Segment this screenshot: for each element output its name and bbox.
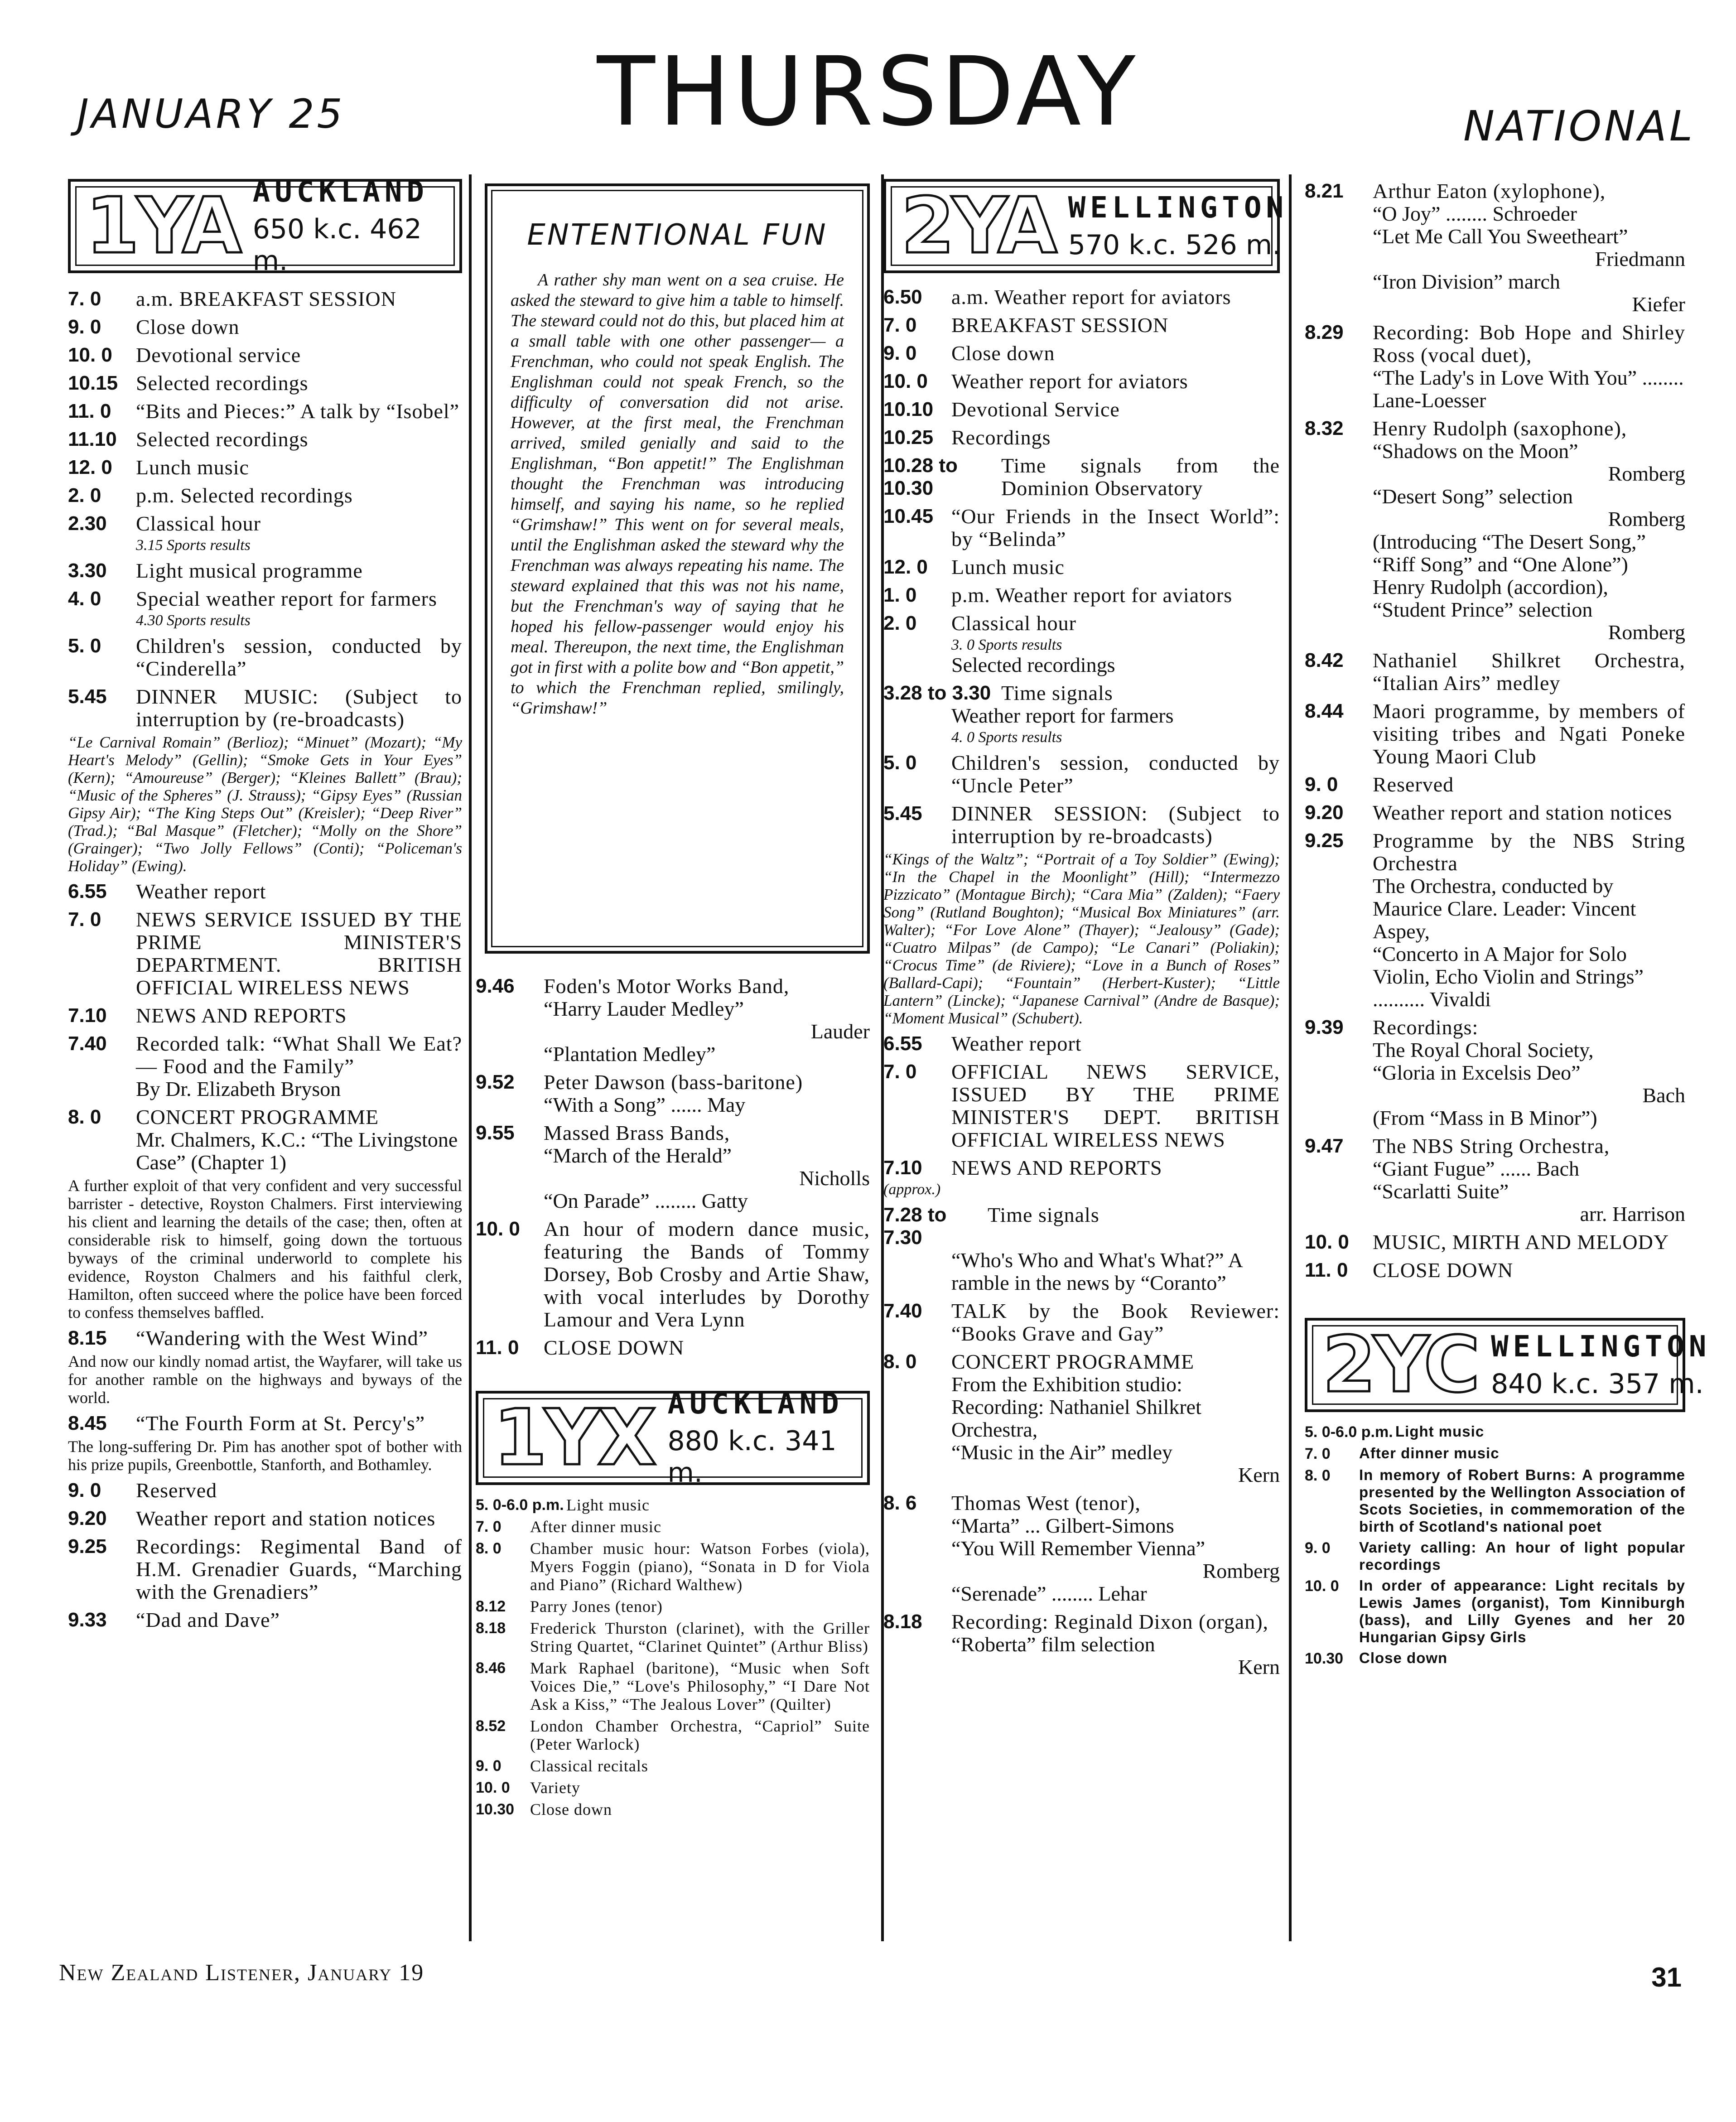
list-item: 2.30 Classical hour: [68, 512, 261, 535]
station-1yx-list: [476, 1496, 870, 1818]
list-item: 8.18 Recording: Reginald Dixon (organ),: [883, 1610, 1269, 1633]
station-2ya-continued: [1305, 174, 1711, 1668]
list-item: 5. 0-6.0 p.m. Light music: [1305, 1423, 1485, 1441]
entry-detail: Bach: [1642, 1084, 1685, 1107]
list-item: 9.20 Weather report and station notices: [68, 1507, 436, 1530]
station-frequency: 570 k.c. 526 m.: [1068, 229, 1281, 261]
entry-detail: “You Will Remember Vienna”: [951, 1537, 1206, 1560]
list-item: 7.10 NEWS AND REPORTS: [68, 1004, 347, 1027]
list-item: 1. 0 p.m. Weather report for aviators: [883, 584, 1233, 607]
entry-detail: “March of the Herald”: [544, 1144, 732, 1167]
day-title: THURSDAY: [597, 36, 1139, 147]
entry-detail: “Music in the Air” medley: [951, 1441, 1172, 1464]
list-item: 9. 0 Classical recitals: [476, 1757, 648, 1775]
list-item: 8. 0 Chamber music hour: Watson Forbes (viola), Myers Foggin (piano), “Sonata in D for Viola and Piano” (Richard Walthew): [476, 1539, 870, 1594]
entry-detail: Kiefer: [1632, 293, 1685, 316]
programme-note: “Kings of the Waltz”; “Portrait of a Toy Soldier” (Ewing); “In the Chapel in the Moonlight” (Hill); “Intermezzo Pizzicato” (Montague Birch); “Cara Mia” (Zalden); “Faery Song” (Rutland Boughton); “Musical Box Miniatures” (arr. Walter); “For Love Alone” (Thayer); “Jealousy” (Gade); “Cuatro Milpas” (de Campo); “Le Canari” (Poliakin); “Crocus Time” (de Riviere); “Love in a Bunch of Roses” (Ballard-Capi); “Fountain” (Herbert-Kuster); “Little Lantern” (Lincke); “Japanese Carnival” (Andre de Basque); “Moment Musical” (Schubert).: [883, 850, 1280, 1027]
list-item: 7. 0 OFFICIAL NEWS SERVICE, ISSUED BY THE PRIME MINISTER'S DEPT. BRITISH OFFICIAL WIRELESS NEWS: [883, 1060, 1280, 1151]
list-item: 9.46 Foden's Motor Works Band,: [476, 974, 790, 998]
programme-note: “Le Carnival Romain” (Berlioz); “Minuet” (Mozart); “My Heart's Melody” (Gellin); “Smoke Gets in Your Eyes” (Kern); “Amoureuse” (Berger); “Kleines Ballett” (Brau); “Music of the Spheres” (J. Strauss); “Gipsy Eyes” (Russian Gipsy Air); “The King Steps Out” (Kreisler); “Deep River” (Trad.); “Bal Masque” (Fletcher); “Molly on the Shore” (Grainger); “Two Jolly Fellows” (Conti); “Policeman's Holiday” (Ewing).: [68, 733, 462, 875]
list-item: 8. 0 In memory of Robert Burns: A programme presented by the Wellington Association of Scots Societies, in commemoration of the birth of Scotland's national poet: [1305, 1466, 1685, 1535]
list-item: 10.45 “Our Friends in the Insect World”: by “Belinda”: [883, 505, 1280, 550]
entry-detail: “Shadows on the Moon”: [1373, 439, 1578, 463]
list-item: 2. 0 Classical hour: [883, 612, 1076, 635]
list-item: 9. 0 Close down: [68, 315, 240, 338]
list-item: 8.29 Recording: Bob Hope and Shirley Ross (vocal duet),: [1305, 321, 1685, 367]
station-frequency: 840 k.c. 357 m.: [1491, 1368, 1704, 1400]
entry-detail: “Giant Fugue” ...... Bach: [1373, 1157, 1580, 1180]
list-item: 9.39 Recordings:: [1305, 1016, 1479, 1039]
entry-detail: “Plantation Medley”: [544, 1042, 716, 1066]
list-item: 8.32 Henry Rudolph (saxophone),: [1305, 417, 1627, 440]
page-number: 31: [1651, 1962, 1682, 1992]
sub-note: 4.30 Sports results: [136, 612, 251, 629]
column-rule: [469, 174, 472, 1941]
entry-detail: Lauder: [810, 1020, 870, 1043]
entry-detail: “O Joy” ........ Schroeder: [1373, 202, 1577, 225]
list-item: 7.40 TALK by the Book Reviewer: “Books Grave and Gay”: [883, 1299, 1280, 1345]
list-item: 9.33 “Dad and Dave”: [68, 1608, 280, 1631]
station-logo: [1305, 1318, 1711, 1412]
list-item: 10. 0 Devotional service: [68, 343, 301, 367]
list-item: 8.15 “Wandering with the West Wind”: [68, 1326, 429, 1350]
list-item: 10.10 Devotional Service: [883, 398, 1120, 421]
station-city: WELLINGTON: [1068, 191, 1288, 225]
list-item: 5.45 DINNER MUSIC: (Subject to interruption by (re-broadcasts): [68, 685, 462, 731]
sub-note: 4. 0 Sports results: [951, 729, 1062, 746]
list-item: 10. 0 An hour of modern dance music, featuring the Bands of Tommy Dorsey, Bob Crosby and Artie Shaw, with vocal interludes by Dorothy Lamour and Vera Lynn: [476, 1217, 870, 1331]
list-item: 4. 0 Special weather report for farmers: [68, 587, 437, 610]
footer-publication: New Zealand Listener, January 19: [59, 1960, 424, 1986]
list-item: 7.40 Recorded talk: “What Shall We Eat? — Food and the Family”: [68, 1032, 462, 1078]
list-item: 9. 0 Reserved: [1305, 773, 1454, 796]
list-item: 10. 0 Variety: [476, 1779, 580, 1797]
programme-note: The long-suffering Dr. Pim has another spot of bother with his prize pupils, Greenbottle, Stanforth, and Bothamley.: [68, 1437, 462, 1474]
list-item: 6.55 Weather report: [68, 880, 266, 903]
entry-detail: The Royal Choral Society,: [1373, 1038, 1594, 1061]
sub-note: 3.15 Sports results: [136, 537, 251, 554]
network-heading: NATIONAL: [1463, 102, 1695, 150]
entry-detail: Kern: [1238, 1655, 1280, 1678]
list-item: 8.12 Parry Jones (tenor): [476, 1597, 663, 1616]
entry-detail: (Introducing “The Desert Song,” “Riff Song” and “One Alone”): [1373, 530, 1646, 576]
list-item: 8.18 Frederick Thurston (clarinet), with the Griller String Quartet, “Clarinet Quintet” (Arthur Bliss): [476, 1619, 870, 1655]
entry-detail: “Iron Division” march: [1373, 270, 1560, 293]
list-item: 9.20 Weather report and station notices: [1305, 801, 1673, 824]
entry-detail: “Gloria in Excelsis Deo”: [1373, 1061, 1581, 1084]
list-item: 10.25 Recordings: [883, 426, 1051, 449]
feature-text: A rather shy man went on a sea cruise. He asked the steward to give him a table to himself. The steward could not do this, but placed him at a small table with one other passenger— a Frenchman, who could not speak English. The Englishman could not speak French, so the difficulty of conversation did not arise. However, at the first meal, the Frenchman arrived, smiled genially and said to the Englishman, “Bon appetit!” The Englishman thought the Frenchman was introducing himself, and saying his name, so he replied “Grimshaw!” This went on for several meals, until the Englishman asked the steward why the Frenchman was always repeating his name. The steward explained that this was not his name, but the Frenchman's way of saying that he hoped his fellow-passenger would enjoy his meal. Thereupon, the next time, the Englishman got in first with a polite bow and “Bon appetit,” to which the Frenchman replied, smilingly, “Grimshaw!”: [511, 270, 844, 718]
entry-detail: arr. Harrison: [1580, 1202, 1685, 1225]
station-2yc-list: [1305, 1423, 1685, 1668]
list-item: 11. 0 “Bits and Pieces:” A talk by “Isobel”: [68, 400, 460, 423]
entry-detail: “Student Prince” selection: [1373, 598, 1593, 621]
entry-detail: Nicholls: [799, 1167, 870, 1190]
list-item: 10. 0 In order of appearance: Light recitals by Lewis James (organist), Tom Kinniburgh (bass), and Lilly Gyenes and her 20 Hungarian Gipsy Girls: [1305, 1577, 1685, 1645]
entry-detail: “Concerto in A Major for Solo Violin, Echo Violin and Strings” .......... Vivaldi: [1373, 942, 1644, 1011]
list-item: 3.30 Light musical programme: [68, 559, 363, 582]
entry-detail: Selected recordings: [951, 653, 1115, 676]
entry-detail: “Who's Who and What's What?” A ramble in the news by “Coranto”: [951, 1249, 1242, 1294]
list-item: 8.42 Nathaniel Shilkret Orchestra, “Italian Airs” medley: [1305, 649, 1685, 694]
entry-detail: Weather report for farmers: [951, 704, 1174, 727]
date-heading: JANUARY 25: [77, 91, 345, 137]
entry-detail: “With a Song” ...... May: [544, 1093, 746, 1116]
entry-detail: Romberg: [1608, 462, 1685, 485]
list-item: 6.50 a.m. Weather report for aviators: [883, 285, 1231, 309]
station-city: AUCKLAND: [667, 1387, 844, 1421]
column-rule: [1289, 174, 1292, 1941]
list-item: 7. 0 After dinner music: [476, 1518, 661, 1536]
list-item: 10.30 Close down: [1305, 1649, 1448, 1667]
entry-detail: Kern: [1238, 1463, 1280, 1486]
list-item: 9. 0 Reserved: [68, 1479, 217, 1502]
entry-detail: “Harry Lauder Medley”: [544, 997, 744, 1020]
programme-note: And now our kindly nomad artist, the Wayfarer, will take us for another ramble on the highways and byways of the world.: [68, 1352, 462, 1407]
list-item: 7.28 to 7.30 Time signals: [883, 1203, 1099, 1249]
entry-detail: “On Parade” ........ Gatty: [544, 1189, 748, 1212]
list-item: 9.25 Recordings: Regimental Band of H.M. Grenadier Guards, “Marching with the Grenadiers”: [68, 1535, 462, 1603]
list-item: 5.45 DINNER SESSION: (Subject to interruption by re-broadcasts): [883, 802, 1280, 848]
list-item: 9.52 Peter Dawson (bass-baritone): [476, 1071, 803, 1094]
list-item: 7. 0 BREAKFAST SESSION: [883, 313, 1169, 337]
entry-detail: “Scarlatti Suite”: [1373, 1180, 1509, 1203]
list-item: 8.44 Maori programme, by members of visiting tribes and Ngati Poneke Young Maori Club: [1305, 699, 1685, 768]
entry-detail: Romberg: [1608, 507, 1685, 530]
station-callsign: 2YC: [1322, 1320, 1478, 1410]
station-callsign: 1YX: [493, 1393, 654, 1483]
list-item: 12. 0 Lunch music: [883, 555, 1065, 579]
list-item: 9.47 The NBS String Orchestra,: [1305, 1134, 1610, 1157]
entry-detail: Friedmann: [1595, 247, 1685, 270]
list-item: 11. 0 CLOSE DOWN: [1305, 1259, 1514, 1282]
list-item: 10.28 to 10.30 Time signals from the Dominion Observatory: [883, 454, 1280, 500]
entry-detail: “Let Me Call You Sweetheart”: [1373, 225, 1628, 248]
station-1ya-continued: [476, 969, 870, 1818]
entry-detail: “Roberta” film selection: [951, 1633, 1155, 1656]
station-callsign: 2YA: [901, 181, 1055, 271]
feature-title: ENTENTIONAL FUN: [527, 218, 828, 252]
list-item: 8.46 Mark Raphael (baritone), “Music when Soft Voices Die,” “Love's Philosophy,” “I Dare Not Ask a Kiss,” “The Jealous Lover” (Quilter): [476, 1659, 870, 1713]
list-item: 10. 0 Weather report for aviators: [883, 370, 1188, 393]
list-item: 8. 0 CONCERT PROGRAMME: [883, 1350, 1195, 1373]
list-item: 12. 0 Lunch music: [68, 456, 249, 479]
sub-note: 3. 0 Sports results: [951, 637, 1062, 653]
list-item: 8.52 London Chamber Orchestra, “Capriol” Suite (Peter Warlock): [476, 1717, 870, 1753]
list-item: 7. 0 NEWS SERVICE ISSUED BY THE PRIME MINISTER'S DEPARTMENT. BRITISH OFFICIAL WIRELESS NEWS: [68, 908, 462, 999]
station-logo: [883, 179, 1288, 273]
list-item: 11. 0 CLOSE DOWN: [476, 1336, 685, 1359]
list-item: 11.10 Selected recordings: [68, 428, 309, 451]
list-item: 9. 0 Variety calling: An hour of light popular recordings: [1305, 1539, 1685, 1573]
list-item: 5. 0 Children's session, conducted by “Uncle Peter”: [883, 751, 1280, 797]
entry-detail: The Orchestra, conducted by Maurice Clare. Leader: Vincent Aspey,: [1373, 874, 1636, 943]
list-item: 7. 0 a.m. BREAKFAST SESSION: [68, 287, 396, 310]
entry-detail: Romberg: [1608, 621, 1685, 644]
entry-detail: “Serenade” ........ Lehar: [951, 1582, 1147, 1605]
station-frequency: 650 k.c. 462 m.: [252, 213, 422, 277]
list-item: 10.30 Close down: [476, 1800, 612, 1818]
entry-detail: Mr. Chalmers, K.C.: “The Livingstone Case” (Chapter 1): [136, 1128, 458, 1174]
list-item: 10.15 Selected recordings: [68, 371, 309, 395]
station-callsign: 1YA: [86, 181, 239, 271]
programme-note: A further exploit of that very confident and very successful barrister - detective, Royston Chalmers. First interviewing his client and learning the details of the case; then, often at considerable risk to himself, going down the tortuous byways of the criminal underworld to complete his evidence, Royston Chalmers and his faithful clerk, Hamilton, often succeed where the police have been forced to confess themselves baffled.: [68, 1177, 462, 1321]
list-item: 7.10 NEWS AND REPORTS: [883, 1156, 1162, 1179]
list-item: 8.45 “The Fourth Form at St. Percy's”: [68, 1412, 425, 1435]
station-logo: [476, 1387, 870, 1489]
list-item: 2. 0 p.m. Selected recordings: [68, 484, 353, 507]
list-item: 5. 0-6.0 p.m. Light music: [476, 1496, 650, 1514]
entry-detail: Romberg: [1202, 1559, 1280, 1582]
list-item: 8. 6 Thomas West (tenor),: [883, 1491, 1141, 1514]
list-item: 9. 0 Close down: [883, 342, 1055, 365]
station-2ya: [883, 179, 1288, 1678]
list-item: 8.21 Arthur Eaton (xylophone),: [1305, 179, 1606, 203]
list-item: 9.25 Programme by the NBS String Orchestra: [1305, 829, 1685, 875]
station-frequency: 880 k.c. 341 m.: [667, 1425, 837, 1489]
entry-detail: “The Lady's in Love With You” ........ Lane-Loesser: [1373, 366, 1684, 412]
entry-detail: “Desert Song” selection: [1373, 485, 1573, 508]
list-item: 8. 0 CONCERT PROGRAMME: [68, 1105, 379, 1129]
station-logo: [68, 175, 462, 277]
sub-note: (approx.): [883, 1181, 941, 1198]
list-item: 10. 0 MUSIC, MIRTH AND MELODY: [1305, 1230, 1669, 1254]
entry-detail: “Marta” ... Gilbert-Simons: [951, 1514, 1174, 1537]
feature-box: [485, 183, 870, 954]
entry-detail: By Dr. Elizabeth Bryson: [136, 1077, 341, 1100]
entry-detail: From the Exhibition studio: Recording: Nathaniel Shilkret Orchestra,: [951, 1373, 1201, 1441]
station-city: AUCKLAND: [252, 175, 429, 209]
station-1ya: [68, 175, 462, 1631]
list-item: 3.28 to 3.30 Time signals: [883, 681, 1113, 704]
station-city: WELLINGTON: [1491, 1330, 1711, 1364]
list-item: 7. 0 After dinner music: [1305, 1445, 1500, 1462]
list-item: 6.55 Weather report: [883, 1032, 1082, 1055]
list-item: 9.55 Massed Brass Bands,: [476, 1121, 730, 1144]
list-item: 5. 0 Children's session, conducted by “Cinderella”: [68, 634, 462, 680]
entry-detail: (From “Mass in B Minor”): [1373, 1106, 1597, 1129]
entry-detail: Henry Rudolph (accordion),: [1373, 575, 1608, 598]
